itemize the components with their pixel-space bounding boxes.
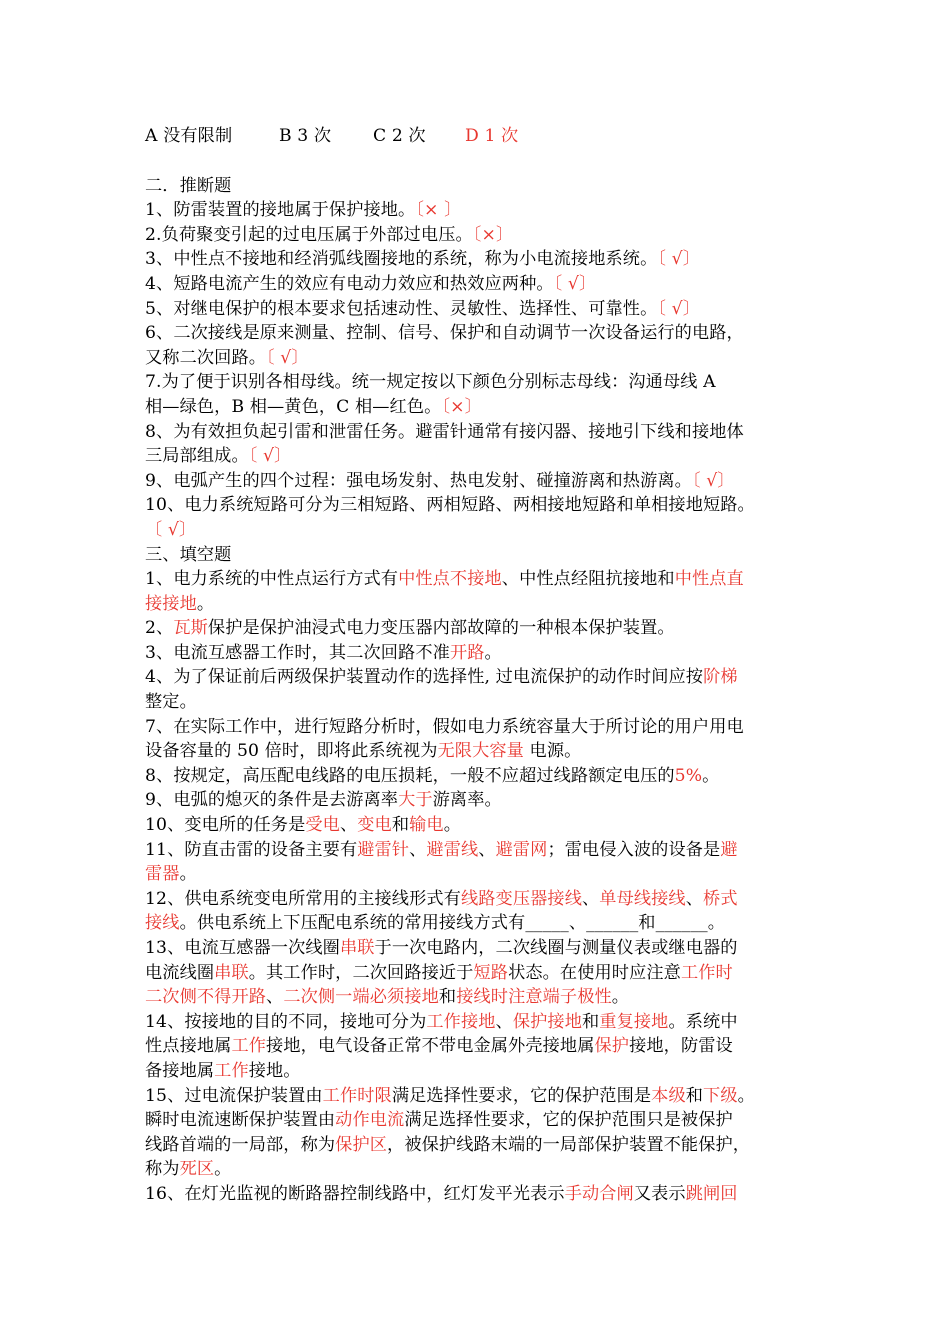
question-text: 接地，防雷设 [629,1036,733,1057]
fill-blank-line [145,616,815,641]
question-text: 。 [179,864,197,885]
answer-text: 无限大容量 [437,741,524,762]
judgment-answer-mark: 〔 √〕 [657,298,700,319]
question-text: 。 [196,593,215,614]
answer-text: 阶梯 [703,667,738,688]
fill-blank-line [145,567,815,592]
fill-blank-line [145,592,815,617]
question-text: 满足选择性要求，它的保护范围只是被保护 [404,1110,733,1131]
question-text: 。 [611,987,630,1008]
judgment-line [145,247,815,272]
question-text: 11、防直击雷的设备主要有 [145,839,358,860]
fill-blank-line [145,985,815,1010]
answer-text: 避雷网 [495,839,548,860]
question-text: 2、 [145,618,174,639]
fill-blank-line [145,1034,815,1059]
answer-text: 工作时 [680,962,733,983]
question-text: 整定。 [145,692,197,713]
fill-blank-line [145,1010,815,1035]
judgment-text: 9、电弧产生的四个过程：强电场发射、热电发射、碰撞游离和热游离。 [145,470,692,491]
answer-text: 避雷线 [426,839,479,860]
fill-blank-line [145,715,815,740]
judgment-list [145,198,815,542]
question-text: ，被保护线路末端的一局部保护装置不能保护， [387,1134,751,1155]
fill-blank-line [145,1108,815,1133]
answer-text: 死区 [179,1159,215,1180]
question-text: 称为 [145,1159,180,1180]
answer-text: 保护区 [335,1134,388,1155]
answer-text: 中性点不接地 [398,569,502,590]
judgment-text: 5、对继电保护的根本要求包括速动性、灵敏性、选择性、可靠性。 [145,298,658,319]
judgment-line [145,420,815,445]
option-c: C 2 次 [373,126,426,146]
question-text: 、中性点经阻抗接地和 [501,569,675,590]
answer-text: 工作 [214,1060,249,1081]
judgment-text: 2.负荷聚变引起的过电压属于外部过电压。 [145,224,473,245]
fill-blank-line [145,936,815,961]
question-text: 。 [707,913,726,934]
judgment-answer-mark: 〔 √〕 [266,347,309,368]
fill-blank-line [145,641,815,666]
question-text: 和 [638,913,656,934]
judgment-text: 又称二次回路。 [145,347,267,368]
judgment-answer-mark: 〔 √〕 [145,519,197,540]
options-line [145,124,815,149]
fill-blank-line [145,862,815,887]
answer-text: 大于 [398,790,433,811]
judgment-answer-mark: 〔 √〕 [691,470,735,491]
answer-text: 动作电流 [335,1110,405,1131]
question-text: 、 [478,839,496,860]
question-text: 1、电力系统的中性点运行方式有 [145,569,399,590]
fill-blank-line [145,911,815,936]
question-text: 、 [409,839,427,860]
answer-text: 下级 [703,1085,738,1106]
judgment-answer-mark: 〔 √〕 [657,249,700,270]
judgment-text: 相—绿色，B 相—黄色，C 相—红色。 [145,396,442,417]
answer-text: 变电 [357,815,392,836]
judgment-line [145,518,815,543]
answer-text: 手动合闸 [564,1183,634,1204]
question-text: 和 [438,987,457,1008]
question-text: 线路首端的一局部，称为 [145,1134,336,1155]
question-text: 设备容量的 50 倍时，即将此系统视为 [145,741,438,762]
judgment-answer-mark: 〔×〕 [472,224,514,245]
answer-text: 避雷针 [357,839,410,860]
question-text: 4、为了保证前后两级保护装置动作的选择性, 过电流保护的动作时间应按 [145,667,704,688]
question-text: 。 [214,1159,232,1180]
question-text: 、 [339,815,358,836]
judgment-text: 6、二次接线是原来测量、控制、信号、保护和自动调节一次设备运行的电路， [145,323,744,344]
answer-text: 串联 [339,938,375,958]
question-text: 16、在灯光监视的断路器控制线路中，红灯发平光表示 [145,1183,565,1204]
question-text: 15、过电流保护装置由 [145,1085,323,1106]
fill-blank-line [145,887,815,912]
judgment-text: 3、中性点不接地和经消弧线圈接地的系统，称为小电流接地系统。 [145,249,658,270]
question-text: ；雷电侵入波的设备是 [547,839,721,860]
question-text: 性点接地属 [145,1036,232,1057]
judgment-answer-mark: 〔 √〕 [248,446,292,467]
judgment-answer-mark: 〔 √〕 [553,273,597,294]
answer-text: 二次侧不得开路 [145,987,267,1008]
question-text: 。 [443,815,461,836]
fill-blank-line [145,813,815,838]
fill-blank-line [145,764,815,789]
option-d-answer: D 1 次 [465,126,519,146]
question-text: 电流线圈 [145,962,215,983]
answer-text: 开路 [449,642,485,663]
judgment-line [145,493,815,518]
question-text: 接地。 [248,1060,301,1081]
question-text: 。其工作时，二次回路接近于 [248,962,474,983]
question-text: 9、电弧的熄灭的条件是去游离率 [145,790,399,811]
fill-blank-line [145,665,815,690]
section-heading-fill-blank: 三、填空题 [145,544,232,565]
document-page [145,124,815,1207]
answer-text: 雷器 [145,864,180,885]
question-text: 、 [495,1011,513,1032]
judgment-answer-mark: 〔× 〕 [415,200,462,221]
answer-text: 短路 [473,962,509,983]
judgment-line [145,469,815,494]
answer-text: 接线时注意端子极性 [456,987,612,1008]
question-text: 。 [484,642,502,663]
question-text: 又表示 [633,1183,686,1204]
judgment-line [145,444,815,469]
judgment-line [145,321,815,346]
judgment-text: 7.为了便于识别各相母线。统一规定按以下颜色分别标志母线：沟通母线 A [145,372,716,393]
judgment-line [145,346,815,371]
answer-text: 重复接地 [599,1011,669,1032]
question-text: 满足选择性要求，它的保护范围是 [391,1085,652,1106]
fill-blank-line [145,838,815,863]
question-text: 和 [391,815,410,836]
question-text: 保护是保护油浸式电力变压器内部故障的一种根本保护装置。 [207,618,675,639]
answer-text: 线路变压器接线 [460,888,582,909]
answer-text: 单母线接线 [599,888,686,909]
judgment-line [145,198,815,223]
question-text: 、 [581,888,600,909]
fill-blank-line [145,1182,815,1207]
question-text: 10、变电所的任务是 [145,815,306,836]
question-text: 。 [702,765,720,786]
answer-text: 避 [720,839,738,860]
answer-text: 工作时限 [322,1085,392,1106]
fill-blank-line [145,1059,815,1084]
judgment-line [145,272,815,297]
judgment-line [145,223,815,248]
question-text: 和 [685,1085,704,1106]
section-heading-judgment: 二．推断题 [145,175,232,196]
question-text: 。系统中 [668,1011,738,1032]
answer-text: 串联 [214,962,249,983]
question-text: 状态。在使用时应注意 [508,962,681,983]
answer-text: 接接地 [145,593,197,614]
answer-text: 本级 [651,1085,686,1106]
answer-text: 跳闸回 [685,1183,738,1204]
question-text: 、 [685,888,704,909]
question-text: 、 [266,987,284,1008]
question-text: 8、按规定，高压配电线路的电压损耗，一般不应超过线路额定电压的 [145,765,675,786]
fill-blank-list [145,567,815,1206]
question-text: 7、在实际工作中，进行短路分析时，假如电力系统容量大于所讨论的用户用电 [145,716,744,737]
judgment-answer-mark: 〔×〕 [441,396,482,417]
fill-blank-line [145,1084,815,1109]
question-text: 电源。 [523,741,582,762]
judgment-line [145,395,815,420]
judgment-line [145,297,815,322]
answer-text: 保护 [594,1036,630,1057]
question-text: 14、按接地的目的不同，接地可分为 [145,1011,427,1032]
answer-text: 瓦斯 [173,618,208,639]
fill-blank-line [145,961,815,986]
fill-blank-line [145,788,815,813]
question-text: 。 [737,1085,755,1106]
question-text: 瞬时电流速断保护装置由 [145,1110,336,1131]
answer-text: 接线 [145,913,180,934]
question-text: 、 [568,913,587,934]
judgment-text: 三局部组成。 [145,446,249,467]
answer-text: 桥式 [703,888,738,909]
answer-text: 5% [674,765,703,786]
blank-underline: ______ [586,913,639,934]
question-text: 备接地属 [145,1060,215,1081]
question-text: 接地，电气设备正常不带电金属外壳接地属 [266,1036,595,1057]
option-b: B 3 次 [279,126,332,146]
fill-blank-line [145,1157,815,1182]
answer-text: 工作接地 [426,1011,496,1032]
judgment-line [145,370,815,395]
answer-text: 二次侧一端必须接地 [283,987,439,1008]
blank-underline: ______ [655,913,708,934]
question-text: 13、电流互感器一次线圈 [145,938,340,958]
answer-text: 工作 [231,1036,267,1057]
question-text: 3、电流互感器工作时，其二次回路不准 [145,642,450,663]
question-text: 和 [582,1011,600,1032]
answer-text: 受电 [305,815,340,836]
question-text: 游离率。 [432,790,502,811]
judgment-text: 10、电力系统短路可分为三相短路、两相短路、两相接地短路和单相接地短路。 [145,495,755,516]
question-text: 于一次电路内，二次线圈与测量仪表或继电器的 [374,938,738,958]
judgment-text: 4、短路电流产生的效应有电动力效应和热效应两种。 [145,273,554,294]
fill-blank-line [145,1133,815,1158]
question-text: 。供电系统上下压配电系统的常用接线方式有 [179,913,526,934]
blank-underline: _____ [525,913,569,934]
answer-text: 输电 [409,815,444,836]
question-text: 12、供电系统变电所常用的主接线形式有 [145,888,461,909]
answer-text: 保护接地 [512,1011,582,1032]
fill-blank-line [145,739,815,764]
judgment-text: 1、防雷装置的接地属于保护接地。 [145,200,416,221]
fill-blank-line [145,690,815,715]
judgment-text: 8、为有效担负起引雷和泄雷任务。避雷针通常有接闪器、接地引下线和接地体 [145,421,744,442]
option-a: A 没有限制 [145,126,233,146]
answer-text: 中性点直 [674,569,744,590]
